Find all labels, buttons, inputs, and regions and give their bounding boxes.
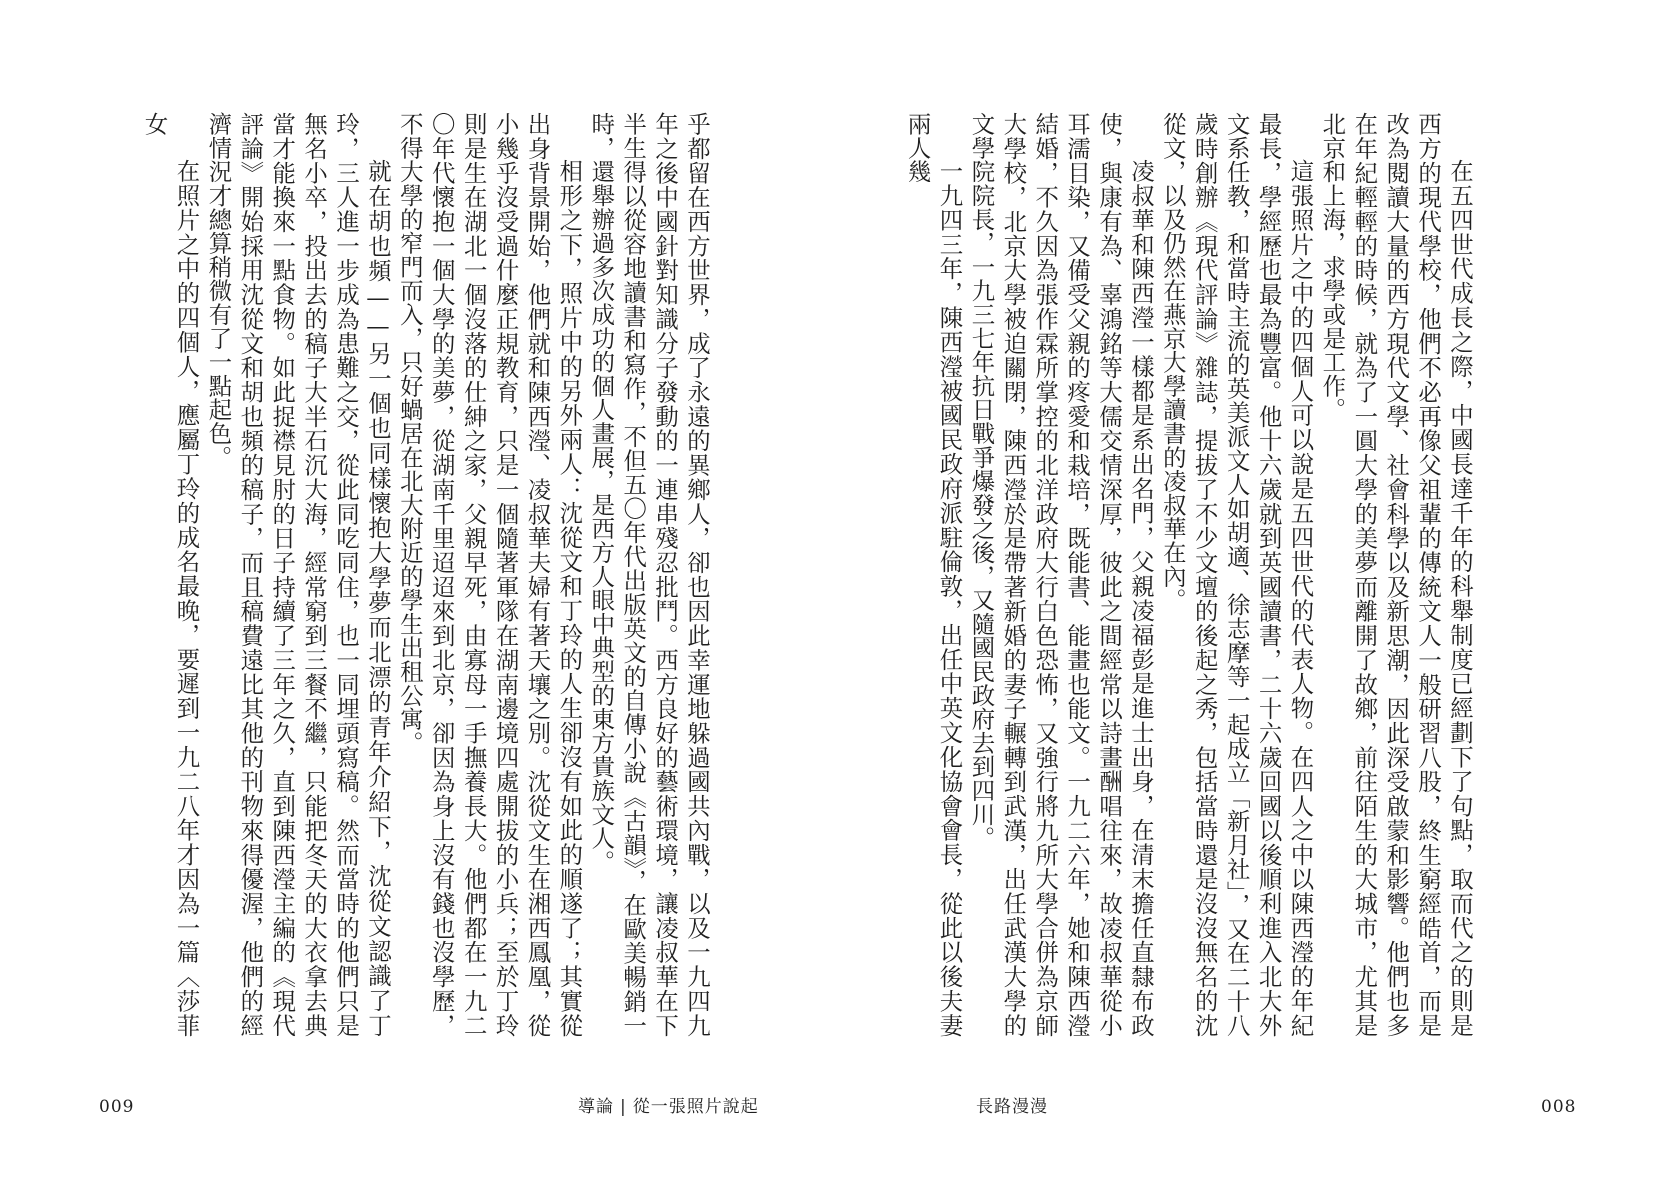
running-head: 長路漫漫 [976, 1097, 1048, 1117]
right-page [839, 0, 1678, 1191]
paragraph: 一九四三年，陳西瀅被國民政府派駐倫敦，出任中英文化協會會長，從此以後夫妻兩人幾 [903, 112, 964, 1037]
right-page-text [903, 112, 1475, 1037]
page-number: 009 [99, 1097, 135, 1117]
running-head-part: 導論 [578, 1097, 614, 1117]
running-head-separator: | [620, 1097, 627, 1117]
running-head-chapter: 從一張照片說起 [632, 1097, 759, 1117]
paragraph: 乎都留在西方世界，成了永遠的異鄉人，卻也因此幸運地躲過國共內戰，以及一九四九年之後中國針對知識分子發動的一連串殘忍批鬥。西方良好的藝術環境，讓凌叔華在下半生得以從容地讀書和寫作，不但五〇年代出版英文的自傳小說《古韻》，在歐美暢銷一時，還舉辦過多次成功的個人畫展，是西方人眼中典型的東方貴族文人。 [587, 112, 711, 1037]
paragraph: 這張照片之中的四個人可以說是五四世代的代表人物。在四人之中以陳西瀅的年紀最長，學經歷也最為豐富。他十六歲就到英國讀書，二十六歲回國以後順利進入北大外文系任教，和當時主流的英美派文人如胡適、徐志摩等一起成立「新月社」，又在二十八歲時創辦《現代評論》雜誌，提拔了不少文壇的後起之秀，包括當時還是沒沒無名的沈從文，以及仍然在燕京大學讀書的凌叔華在內。 [1158, 112, 1315, 1037]
paragraph: 相形之下，照片中的另外兩人：沈從文和丁玲的人生卻沒有如此的順遂了；其實從出身背景開始，他們就和陳西瀅、凌叔華夫婦有著天壤之別。沈從文生在湘西鳳凰，從小幾乎沒受過什麼正規教育，只是一個隨著軍隊在湖南邊境四處開拔的小兵；至於丁玲則是生在湖北一個沒落的仕紳之家，父親早死，由寡母一手撫養長大。他們都在一九二〇年代懷抱一個大學的美夢，從湖南千里迢迢來到北京，卻因為身上沒有錢也沒學歷，不得大學的窄門而入，只好蝸居在北大附近的學生出租公寓。 [395, 112, 584, 1037]
paragraph: 凌叔華和陳西瀅一樣都是系出名門，父親凌福彭是進士出身，在清末擔任直隸布政使，與康有為、辜鴻銘等大儒交情深厚，彼此之間經常以詩畫酬唱往來，故凌叔華從小耳濡目染，又備受父親的疼愛和栽培，既能書、能畫也能文。一九二六年，她和陳西瀅結婚，不久因為張作霖所掌控的北洋政府大行白色恐怖，又強行將九所大學合併為京師大學校，北京大學被迫關閉，陳西瀅於是帶著新婚的妻子輾轉到武漢，出任武漢大學的文學院院長，一九三七年抗日戰爭爆發之後，又隨國民政府去到四川。 [967, 112, 1155, 1037]
paragraph: 在照片之中的四個人，應屬丁玲的成名最晚，要遲到一九二八年才因為一篇〈莎菲女 [140, 112, 201, 1037]
paragraph: 就在胡也頻——另一個也同樣懷抱大學夢而北漂的青年介紹下，沈從文認識了丁玲，三人進一步成為患難之交，從此同吃同住，也一同埋頭寫稿。然而當時的他們只是無名小卒，投出去的稿子大半石沉大海，經常窮到三餐不繼，只能把冬天的大衣拿去典當才能換來一點食物。如此捉襟見肘的日子持續了三年之久，直到陳西瀅主編的《現代評論》開始採用沈從文和胡也頻的稿子，而且稿費遠比其他的刊物來得優渥，他們的經濟情況才總算稍微有了一點起色。 [204, 112, 392, 1037]
running-head [578, 1097, 759, 1117]
page-number: 008 [1541, 1097, 1577, 1117]
left-page-text [118, 112, 712, 1037]
paragraph: 在五四世代成長之際，中國長達千年的科舉制度已經劃下了句點，取而代之的則是西方的現代學校，他們不必再像父祖輩的傳統文人一般研習八股，終生窮經皓首，而是改為閱讀大量的西方現代文學、社會科學以及新思潮，因此深受啟蒙和影響。他們也多在年紀輕輕的時候，就為了一圓大學的美夢而離開了故鄉，前往陌生的大城市，尤其是北京和上海，求學或是工作。 [1318, 112, 1474, 1037]
